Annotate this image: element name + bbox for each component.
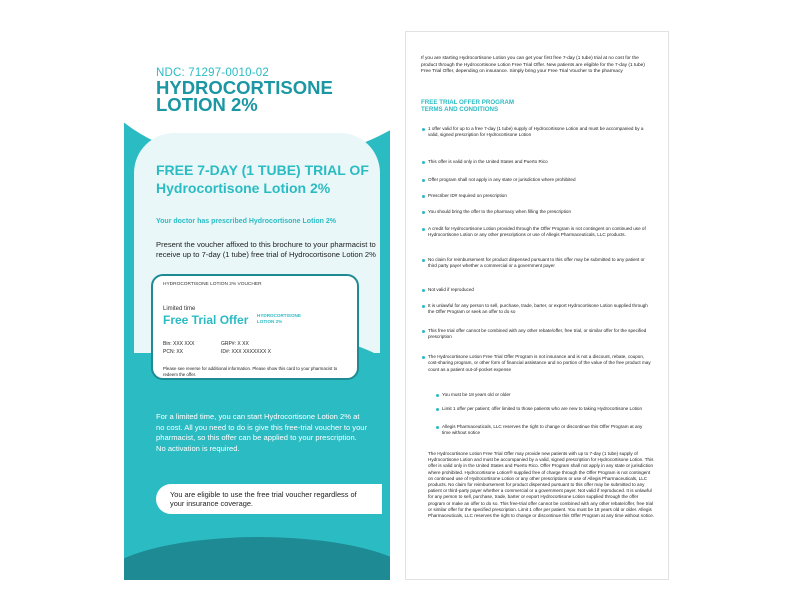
intro-paragraph: If you are starting Hydrocortisone Lotion you can get your first free 7-day (1 tube) trial at no cost for the product through the Hydrocortisone Lotion Free Trial Offer. New patients are eligible for the 7-day (1 tube) Free Trial Offer, depending on insurance. Simply bring your Free Trial Voucher to the pharmacy xyxy=(421,56,645,74)
voucher-pcn: PCN: XX xyxy=(163,349,184,355)
voucher-header: HYDROCORTISONE LOTION 2% VOUCHER xyxy=(163,282,262,287)
terms-heading xyxy=(421,99,621,114)
term-item: This offer is valid only in the United States and Puerto Rico xyxy=(428,159,652,165)
voucher-limited-time: Limited time xyxy=(163,306,196,312)
subterm-item: Allegis Pharmaceuticals, LLC reserves the right to change or discontinue this Offer Program at any time without notice xyxy=(442,424,652,437)
product-title: HYDROCORTISONE LOTION 2% xyxy=(156,77,333,115)
brochure-front-panel xyxy=(124,31,390,580)
term-item: Not valid if reproduced xyxy=(428,287,652,293)
terms-heading-line-2: TERMS AND CONDITIONS xyxy=(421,106,499,114)
voucher-free-trial-title: Free Trial Offer xyxy=(163,313,249,327)
bullet-icon xyxy=(436,408,439,411)
term-item: This free trial offer cannot be combined with any other rebate/offer, free trial, or similar offer for the specified prescription xyxy=(428,328,652,341)
bullet-icon xyxy=(422,289,425,292)
subterm-item: You must be 18 years old or older xyxy=(442,392,652,398)
bottom-dark-shape xyxy=(124,537,390,580)
offer-headline: FREE 7-DAY (1 TUBE) TRIAL OF Hydrocortisone Lotion 2% xyxy=(156,162,369,196)
bullet-icon xyxy=(422,179,425,182)
eligible-callout xyxy=(156,484,382,514)
brochure-back-panel xyxy=(405,31,669,580)
voucher-card[interactable] xyxy=(151,274,359,380)
ndc-code: NDC: 71297-0010-02 xyxy=(156,67,269,79)
bullet-icon xyxy=(422,259,425,262)
bullet-icon xyxy=(436,394,439,397)
voucher-bin: Bin: XXX XXX xyxy=(163,341,195,347)
final-paragraph: The Hydrocortisone Lotion Free Trial Offer may provide new patients with up to 7-day (1 tube) supply of Hydrocortisone Lotion and must be accompanied by a valid, signed prescription for Hydrocortisone Lotion. This offer is valid only in the United States and Puerto Rico. Offer Program shall not apply in any state or jurisdiction where prohibited. Hydrocortisone Lotion® supplied free of charge through the Offer Program is not contingent on continued use of Hydrocortisone Lotion or any other prescriptions or use of Allegis Pharmaceuticals, LLC products. No claim for reimbursement for product dispensed pursuant to this offer may be submitted to any patient or third-party payer whether a commercial or a government payer. Not valid if reproduced. It is unlawful for any person to sell, purchase, trade, barter or export Hydrocortisone Lotion supplied through the offer program or make an offer to do so. This free-trial offer cannot be combined with any other rebate/offer, free trial or similar offer for the specified prescription. Limit 1 offer per patient. You must be 18 years old or older. Allegis Pharmaceuticals, LLC reserves the right to change or discontinue this Offer Program at any time without notice. xyxy=(428,451,655,519)
voucher-grp: GRP#: X XX xyxy=(221,341,249,347)
term-item: Prescriber ID# required on prescription xyxy=(428,193,652,199)
limited-time-text: For a limited time, you can start Hydrocortisone Lotion 2% at no cost. All you need to do is give this free-trial voucher to your pharmacist, so this offer can be applied to your prescription. No activation is required. xyxy=(156,412,368,453)
bullet-icon xyxy=(422,161,425,164)
term-item: The Hydrocortisone Lotion Free Trial Offer Program is not insurance and is not a discount, rebate, coupon, cost-sharing program, or other form of financial assistance and no portion of the value of the free product may count as a patient out-of-pocket expense xyxy=(428,354,652,373)
bullet-icon xyxy=(422,356,425,359)
terms-heading-line-1: FREE TRIAL OFFER PROGRAM xyxy=(421,99,515,106)
term-item: It is unlawful for any person to sell, purchase, trade, barter, or export Hydrocortisone Lotion supplied through the Offer Program or seek an offer to do so xyxy=(428,303,652,316)
doctor-note: Your doctor has prescribed Hydrocortisone Lotion 2% xyxy=(156,218,336,225)
subterm-item: Limit 1 offer per patient; offer limited to those patients who are new to taking Hydrocortisone Lotion xyxy=(442,406,652,412)
term-item: Offer program shall not apply in any state or jurisdiction where prohibited xyxy=(428,177,652,183)
term-item: A credit for Hydrocortisone Lotion provided through the Offer Program is not contingent on continued use of Hydrocortisone Lotion or any other prescriptions or use of Allegis Pharmaceuticals, LLC products. xyxy=(428,226,652,239)
eligible-text: You are eligible to use the free trial voucher regardless of your insurance coverage. xyxy=(170,490,357,508)
term-item: 1 offer valid for up to a free 7-day (1 tube) supply of Hydrocortisone Lotion and must be accompanied by a valid, signed prescription for Hydrocortisone Lotion xyxy=(428,126,652,139)
bullet-icon xyxy=(422,330,425,333)
bullet-icon xyxy=(422,128,425,131)
bullet-icon xyxy=(422,305,425,308)
voucher-id: ID#: XXX XXXXXXX X xyxy=(221,349,272,355)
bullet-icon xyxy=(422,211,425,214)
present-voucher-text: Present the voucher affixed to this brochure to your pharmacist to receive up to 7-day (1 tube) free trial of Hydrocortisone Lotion 2% xyxy=(156,240,376,259)
bullet-icon xyxy=(422,228,425,231)
bullet-icon xyxy=(422,195,425,198)
voucher-product-name: HYDROCORTISONE LOTION 2% xyxy=(257,313,301,324)
term-item: No claim for reimbursement for product dispensed pursuant to this offer may be submitted to any patient or third party payer whether a commercial or a government payer xyxy=(428,257,652,270)
term-item: You should bring the offer to the pharmacy when filling the prescription xyxy=(428,209,652,215)
voucher-note: Please see reverse for additional information. Please show this card to your pharmacist to redeem the offer. xyxy=(163,366,338,377)
bullet-icon xyxy=(436,426,439,429)
